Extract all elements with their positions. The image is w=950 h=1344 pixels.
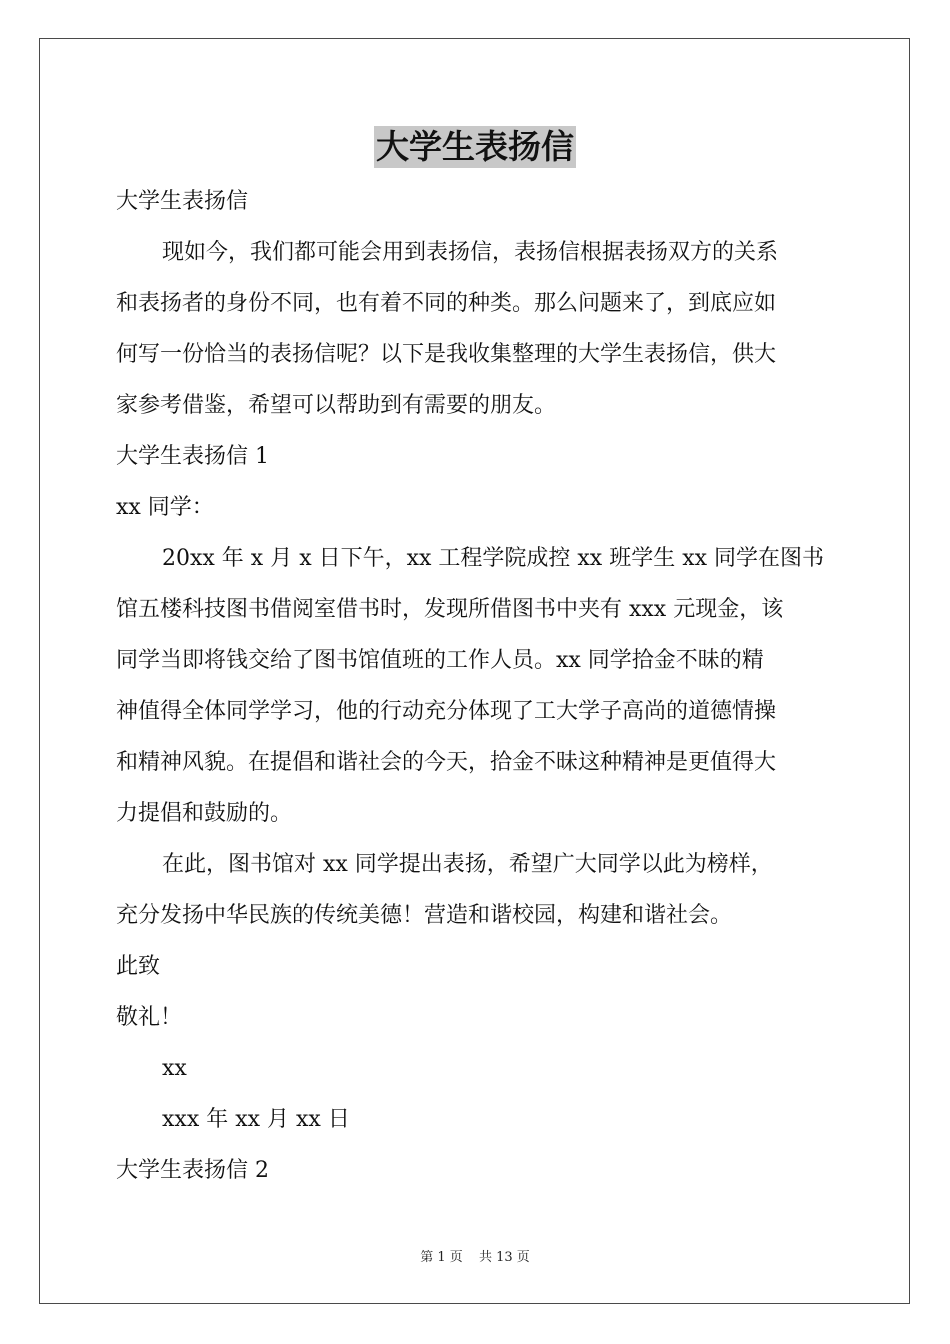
body1-line: 和精神风貌。在提倡和谐社会的今天，拾金不昧这种精神是更值得大 (116, 750, 777, 775)
body1-line: 力提倡和鼓励的。 (116, 801, 293, 826)
body1-line: 同学当即将钱交给了图书馆值班的工作人员。xx 同学拾金不昧的精 (116, 648, 764, 673)
closing-line: 此致 (116, 954, 161, 979)
title-wrap (0, 126, 950, 168)
page-total: 共 13 页 (478, 1250, 530, 1265)
body1-line: 神值得全体同学学习，他的行动充分体现了工大学子高尚的道德情操 (116, 699, 777, 724)
body1-line: 20xx 年 x 月 x 日下午，xx 工程学院成控 xx 班学生 xx 同学在图书 (162, 546, 824, 571)
intro-line: 何写一份恰当的表扬信呢？以下是我收集整理的大学生表扬信，供大 (116, 342, 777, 367)
letter1-heading: 大学生表扬信 1 (116, 444, 269, 469)
signature: xx (162, 1056, 187, 1081)
body2-line: 在此，图书馆对 xx 同学提出表扬，希望广大同学以此为榜样， (162, 852, 773, 877)
letter2-heading: 大学生表扬信 2 (116, 1158, 269, 1183)
intro-line: 和表扬者的身份不同，也有着不同的种类。那么问题来了，到底应如 (116, 291, 777, 316)
page-footer (0, 1246, 950, 1265)
intro-line: 现如今，我们都可能会用到表扬信，表扬信根据表扬双方的关系 (162, 240, 779, 265)
signature-date: xxx 年 xx 月 xx 日 (162, 1107, 350, 1132)
subtitle: 大学生表扬信 (116, 189, 249, 214)
page-number: 第 1 页 (420, 1250, 463, 1265)
document-title: 大学生表扬信 (376, 127, 574, 166)
salutation: xx 同学： (116, 495, 214, 520)
body1-line: 馆五楼科技图书借阅室借书时，发现所借图书中夹有 xxx 元现金，该 (116, 597, 784, 622)
intro-line: 家参考借鉴，希望可以帮助到有需要的朋友。 (116, 393, 557, 418)
body2-line: 充分发扬中华民族的传统美德！营造和谐校园，构建和谐社会。 (116, 903, 733, 928)
closing-salute: 敬礼！ (116, 1005, 183, 1030)
document-body (116, 176, 834, 1196)
